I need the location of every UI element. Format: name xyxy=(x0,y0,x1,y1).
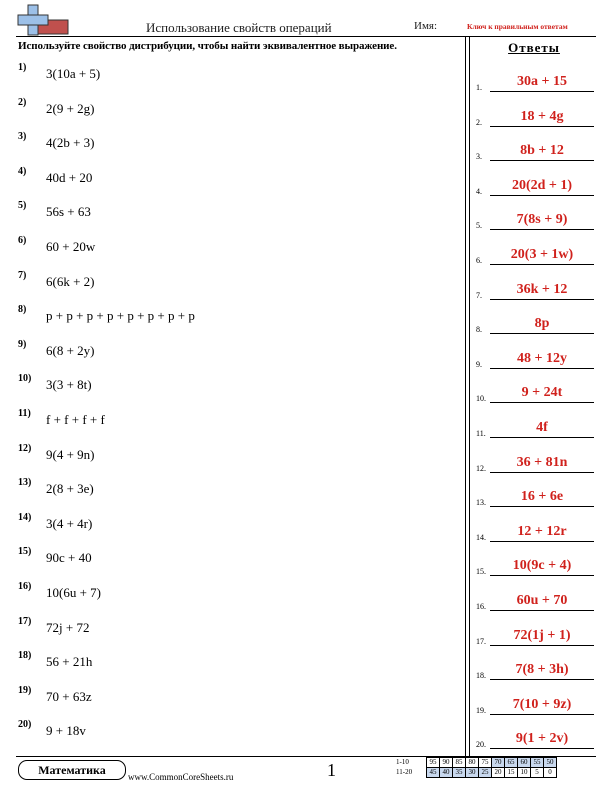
answer-number: 11. xyxy=(476,429,486,438)
answer-number: 8. xyxy=(476,325,482,335)
answer-number: 10. xyxy=(476,394,486,404)
answer-line xyxy=(490,541,594,542)
score-cell: 50 xyxy=(544,758,557,768)
problem-number: 2) xyxy=(18,96,27,108)
score-cell: 0 xyxy=(544,768,557,778)
answer-value: 18 + 4g xyxy=(520,108,564,124)
problem-expression: 90c + 40 xyxy=(46,550,92,566)
answer-value: 16 + 6e xyxy=(520,489,564,505)
answer-item xyxy=(476,660,594,680)
answer-item xyxy=(476,245,594,265)
answer-line xyxy=(490,264,594,265)
answer-item xyxy=(476,695,594,715)
score-table xyxy=(394,757,557,778)
answer-item xyxy=(476,729,594,749)
score-row xyxy=(394,768,557,778)
answer-number: 12. xyxy=(476,463,486,473)
answer-item xyxy=(476,453,594,473)
answer-line xyxy=(490,368,594,369)
answer-number: 18. xyxy=(476,671,486,681)
answer-number: 15. xyxy=(476,567,486,577)
answer-value: 7(8s + 9) xyxy=(516,212,568,228)
problem-number: 10) xyxy=(18,373,32,385)
problem-number: 5) xyxy=(18,200,27,212)
answer-item xyxy=(476,556,594,576)
score-cell: 80 xyxy=(466,758,479,768)
answer-item xyxy=(476,176,594,196)
answer-value: 12 + 12r xyxy=(517,523,567,539)
answer-column-divider xyxy=(465,36,466,756)
problem-expression: 3(3 + 8t) xyxy=(46,377,92,393)
problem-expression: 56s + 63 xyxy=(46,204,91,220)
problem-expression: p + p + p + p + p + p + p + p xyxy=(46,308,195,324)
problem-number: 16) xyxy=(18,581,32,592)
problem-expression: 70 + 63z xyxy=(46,688,92,704)
name-label: Имя: xyxy=(414,20,438,32)
answer-value: 36k + 12 xyxy=(516,281,568,297)
problem-expression: 4(2b + 3) xyxy=(46,135,95,151)
problem-number: 3) xyxy=(18,131,27,143)
answer-column-divider xyxy=(469,36,470,756)
answer-value: 10(9c + 4) xyxy=(512,558,572,574)
answer-number: 7. xyxy=(476,290,482,300)
score-cell: 70 xyxy=(492,758,505,768)
answer-value: 9(1 + 2v) xyxy=(515,731,569,747)
problem-number: 15) xyxy=(18,546,32,558)
problem-number: 1) xyxy=(18,62,27,73)
answer-number: 4. xyxy=(476,186,482,196)
score-cell: 25 xyxy=(479,768,492,778)
answer-number: 2. xyxy=(476,117,482,127)
answer-line xyxy=(490,645,594,646)
problem-expression: 60 + 20w xyxy=(46,239,96,254)
answer-value: 20(2d + 1) xyxy=(511,177,573,193)
problem-expression: 9 + 18v xyxy=(46,723,86,739)
answer-value: 30a + 15 xyxy=(517,74,567,89)
answer-item xyxy=(476,349,594,369)
answer-item xyxy=(476,383,594,403)
answer-item xyxy=(476,210,594,230)
answer-value: 9 + 24t xyxy=(521,385,563,401)
answer-line xyxy=(490,229,594,230)
answer-item xyxy=(476,107,594,127)
answer-number: 1. xyxy=(476,83,482,92)
answer-line xyxy=(490,437,594,438)
answer-item xyxy=(476,418,594,438)
answer-line xyxy=(490,299,594,300)
score-cell: 55 xyxy=(531,758,544,768)
answer-line xyxy=(490,126,594,127)
problem-expression: 72j + 72 xyxy=(46,619,90,635)
answer-number: 13. xyxy=(476,498,486,508)
score-cell: 60 xyxy=(518,758,531,768)
answer-value: 4f xyxy=(536,420,548,435)
page-number: 1 xyxy=(327,760,336,780)
problem-expression: 2(9 + 2g) xyxy=(46,100,95,116)
score-cell: 15 xyxy=(505,768,518,778)
answer-value: 7(10 + 9z) xyxy=(512,696,572,712)
answer-item xyxy=(476,72,594,92)
answer-item xyxy=(476,522,594,542)
score-cell: 10 xyxy=(518,768,531,778)
score-cell: 95 xyxy=(427,758,440,768)
problem-number: 6) xyxy=(18,235,27,246)
answer-value: 7(8 + 3h) xyxy=(515,662,569,678)
score-cell: 75 xyxy=(479,758,492,768)
problem-number: 20) xyxy=(18,719,32,731)
problem-expression: 2(8 + 3e) xyxy=(46,481,94,497)
answer-line xyxy=(490,679,594,680)
problem-number: 13) xyxy=(18,477,32,489)
answer-line xyxy=(490,714,594,715)
answer-value: 48 + 12y xyxy=(517,350,567,366)
answer-value: 8p xyxy=(534,316,550,332)
answer-number: 3. xyxy=(476,152,482,162)
answer-line xyxy=(490,748,594,749)
answer-line xyxy=(490,160,594,161)
problem-number: 19) xyxy=(18,684,32,696)
problem-expression: 10(6u + 7) xyxy=(46,585,101,600)
score-cell: 90 xyxy=(440,758,453,768)
answer-number: 14. xyxy=(476,532,486,542)
answer-line xyxy=(490,506,594,507)
score-cell: 45 xyxy=(427,768,440,778)
problem-expression: 56 + 21h xyxy=(46,654,93,670)
answer-line xyxy=(490,610,594,611)
score-cell: 85 xyxy=(453,758,466,768)
answer-value: 20(3 + 1w) xyxy=(510,247,574,262)
answer-number: 17. xyxy=(476,636,486,646)
answer-line xyxy=(490,575,594,576)
answer-number: 19. xyxy=(476,705,486,715)
answer-item xyxy=(476,591,594,611)
answer-value: 36 + 81n xyxy=(516,454,568,470)
problem-number: 9) xyxy=(18,338,27,350)
score-cell: 35 xyxy=(453,768,466,778)
problem-expression: f + f + f + f xyxy=(46,412,105,427)
answer-number: 20. xyxy=(476,740,486,750)
answer-item xyxy=(476,141,594,161)
answer-value: 60u + 70 xyxy=(516,593,568,608)
brand-badge: Математика xyxy=(18,760,126,780)
answer-line xyxy=(490,91,594,92)
instructions: Используйте свойство дистрибуции, чтобы найти эквивалентное выражение. xyxy=(18,40,397,52)
problem-number: 7) xyxy=(18,269,27,281)
score-cell: 40 xyxy=(440,768,453,778)
top-divider xyxy=(16,36,596,37)
problem-expression: 40d + 20 xyxy=(46,169,93,185)
score-cell: 5 xyxy=(531,768,544,778)
answer-item xyxy=(476,280,594,300)
answer-line xyxy=(490,333,594,334)
answer-value: 8b + 12 xyxy=(520,143,564,159)
score-cell: 30 xyxy=(466,768,479,778)
answer-item xyxy=(476,487,594,507)
answer-line xyxy=(490,472,594,473)
score-cell: 65 xyxy=(505,758,518,768)
problem-number: 17) xyxy=(18,615,32,627)
score-row-label: 1-10 xyxy=(396,758,409,766)
answer-value: 72(1j + 1) xyxy=(513,627,571,643)
answer-line xyxy=(490,195,594,196)
answer-line xyxy=(490,402,594,403)
answer-item xyxy=(476,626,594,646)
problem-number: 12) xyxy=(18,442,32,454)
problem-number: 11) xyxy=(18,408,31,419)
problem-number: 4) xyxy=(18,165,27,177)
problem-expression: 3(4 + 4r) xyxy=(46,515,93,531)
worksheet-title: Использование свойств операций xyxy=(146,20,332,35)
answer-number: 16. xyxy=(476,602,486,611)
problem-number: 18) xyxy=(18,650,32,662)
answer-number: 6. xyxy=(476,256,482,265)
problem-expression: 6(8 + 2y) xyxy=(46,342,95,358)
problem-expression: 6(6k + 2) xyxy=(46,273,95,289)
answer-number: 9. xyxy=(476,359,482,369)
website-link[interactable]: www.CommonCoreSheets.ru xyxy=(128,772,234,782)
answer-item xyxy=(476,314,594,334)
problem-number: 8) xyxy=(18,304,27,316)
score-row-label: 11-20 xyxy=(396,768,413,776)
plus-logo-icon xyxy=(16,4,70,36)
problem-expression: 9(4 + 9n) xyxy=(46,446,95,462)
answers-heading: Ответы xyxy=(508,40,560,55)
answer-number: 5. xyxy=(476,221,482,231)
name-value: Ключ к правильным ответам xyxy=(467,22,568,31)
problem-number: 14) xyxy=(18,511,32,523)
score-cell: 20 xyxy=(492,768,505,778)
score-row xyxy=(394,758,557,768)
problem-expression: 3(10a + 5) xyxy=(46,66,101,81)
